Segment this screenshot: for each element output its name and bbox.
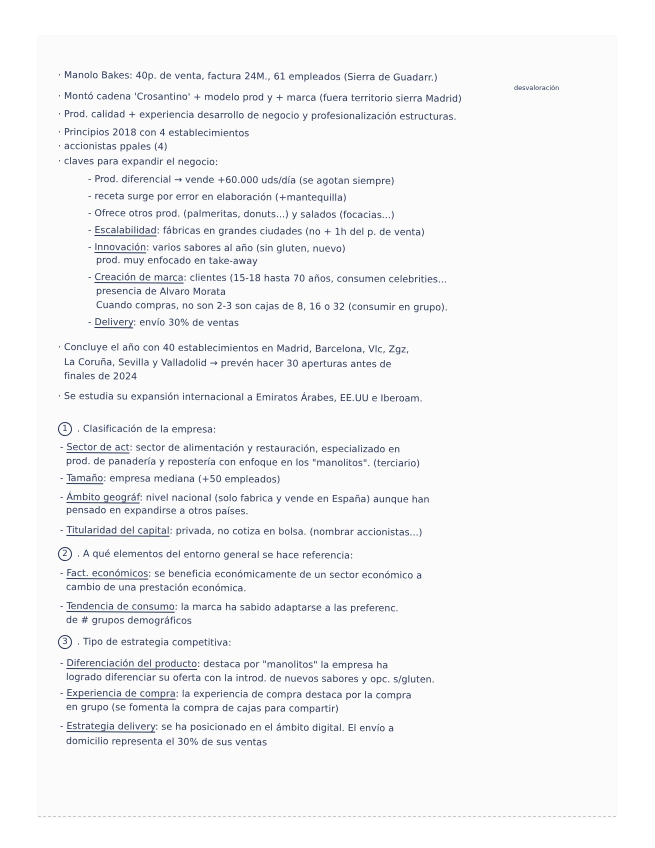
clave-innovacion: - Innovación: varios sabores al año (sin gluten, nuevo) — [87, 242, 346, 255]
q2-tendencia-cont: de # grupos demográficos — [65, 615, 192, 627]
q3-diferenciacion-label: Diferenciación del producto — [66, 658, 198, 670]
q2-factores-cont: cambio de una prestación económica. — [65, 582, 247, 595]
q3-diferenciacion: - Diferenciación del producto: destaca por "manolitos" la empresa ha — [59, 658, 389, 672]
clave-innovacion-label: Innovación — [94, 242, 147, 254]
q3-diferenciacion-cont: logrado diferenciar su oferta con la introd. de nuevos sabores y opc. s/gluten. — [65, 672, 435, 686]
clave-marca-cont-1: presencia de Alvaro Morata — [95, 286, 227, 298]
q2-number-circle: 2 — [58, 547, 72, 561]
q1-ambito-cont: pensado en expandirse a otros países. — [65, 505, 249, 518]
clave-receta: - receta surge por error en elaboración (+mantequilla) — [87, 191, 347, 204]
notebook-page — [38, 36, 616, 817]
q1-titularidad-label: Titularidad del capital — [66, 525, 170, 537]
q1-tamano: - Tamaño: empresa mediana (+50 empleados) — [59, 473, 281, 486]
q3-experiencia-label: Experiencia de compra — [66, 688, 176, 700]
q1-sector: - Sector de act: sector de alimentación y restauración, especializado en — [59, 442, 401, 456]
expansion-line-4: · Se estudia su expansión internacional a Emiratos Árabes, EE.UU e Iberoam. — [57, 391, 423, 405]
clave-marca-cont-2: Cuando compras, no son 2-3 son cajas de 8, 16 o 32 (consumir en grupo). — [95, 300, 448, 314]
q3-delivery: - Estrategia delivery: se ha posicionado en el ámbito digital. El envío a — [59, 721, 395, 735]
q1-sector-cont: prod. de panadería y repostería con enfoque en los "manolitos". (terciario) — [65, 456, 420, 470]
q1-sector-label: Sector de act — [66, 442, 130, 454]
expansion-line-2: La Coruña, Sevilla y Valladolid → prevén hacer 30 aperturas antes de — [63, 357, 392, 371]
clave-marca: - Creación de marca: clientes (15-18 hasta 70 años, consumen celebrities... — [87, 272, 448, 286]
q2-tendencia-label: Tendencia de consumo — [66, 601, 175, 613]
clave-marca-label: Creación de marca — [94, 272, 184, 284]
q1-number-circle: 1 — [58, 422, 72, 436]
intro-line-6: · claves para expandir el negocio: — [57, 156, 219, 169]
q3-title: 3 . Tipo de estrategia competitiva: — [58, 635, 232, 650]
q3-number-circle: 3 — [58, 635, 72, 649]
q2-factores-label: Fact. económicos — [66, 568, 149, 580]
expansion-line-1: · Concluye el año con 40 establecimientos en Madrid, Barcelona, Vlc, Zgz, — [57, 342, 410, 356]
q1-title: 1 . Clasificación de la empresa: — [58, 422, 216, 437]
clave-delivery: - Delivery: envío 30% de ventas — [87, 317, 240, 330]
intro-line-2: · Montó cadena 'Crosantino' + modelo prod y + marca (fuera territorio sierra Madrid) — [57, 91, 462, 105]
intro-line-5: · accionistas ppales (4) — [57, 141, 168, 153]
clave-producto: - Prod. diferencial → vende +60.000 uds/día (se agotan siempre) — [87, 174, 395, 188]
clave-innovacion-cont: prod. muy enfocado en take-away — [95, 255, 258, 268]
q1-titularidad: - Titularidad del capital: privada, no cotiza en bolsa. (nombrar accionistas...) — [59, 525, 423, 539]
q1-tamano-label: Tamaño — [66, 473, 104, 485]
q2-tendencia: - Tendencia de consumo: la marca ha sabido adaptarse a las preferenc. — [59, 601, 399, 615]
clave-escalabilidad: - Escalabilidad: fábricas en grandes ciudades (no + 1h del p. de venta) — [87, 225, 425, 239]
intro-line-1: · Manolo Bakes: 40p. de venta, factura 24M., 61 empleados (Sierra de Guadarr.) — [57, 70, 438, 84]
clave-delivery-label: Delivery — [94, 317, 134, 329]
q1-ambito: - Ámbito geográf: nivel nacional (solo fabrica y vende en España) aunque han — [59, 492, 430, 506]
intro-superscript-note: desvaloración — [514, 84, 560, 92]
q2-title: 2 . A qué elementos del entorno general se hace referencia: — [58, 547, 353, 563]
expansion-line-3: finales de 2024 — [63, 371, 138, 383]
q1-ambito-label: Ámbito geográf — [66, 492, 140, 504]
clave-escalabilidad-label: Escalabilidad — [94, 225, 157, 237]
q2-factores: - Fact. económicos: se beneficia económicamente de un sector económico a — [59, 568, 423, 582]
q3-experiencia: - Experiencia de compra: la experiencia de compra destaca por la compra — [59, 688, 412, 702]
intro-line-3: · Prod. calidad + experiencia desarrollo de negocio y profesionalización estructuras. — [57, 109, 457, 123]
q3-delivery-cont: domicilio representa el 30% de sus ventas — [65, 736, 268, 749]
intro-line-4: · Principios 2018 con 4 establecimientos — [57, 127, 250, 140]
q3-delivery-label: Estrategia delivery — [66, 721, 156, 733]
q3-experiencia-cont: en grupo (se fomenta la compra de cajas para compartir) — [65, 702, 339, 715]
clave-otros-productos: - Ofrece otros prod. (palmeritas, donuts...) y salados (focacias...) — [87, 208, 395, 222]
